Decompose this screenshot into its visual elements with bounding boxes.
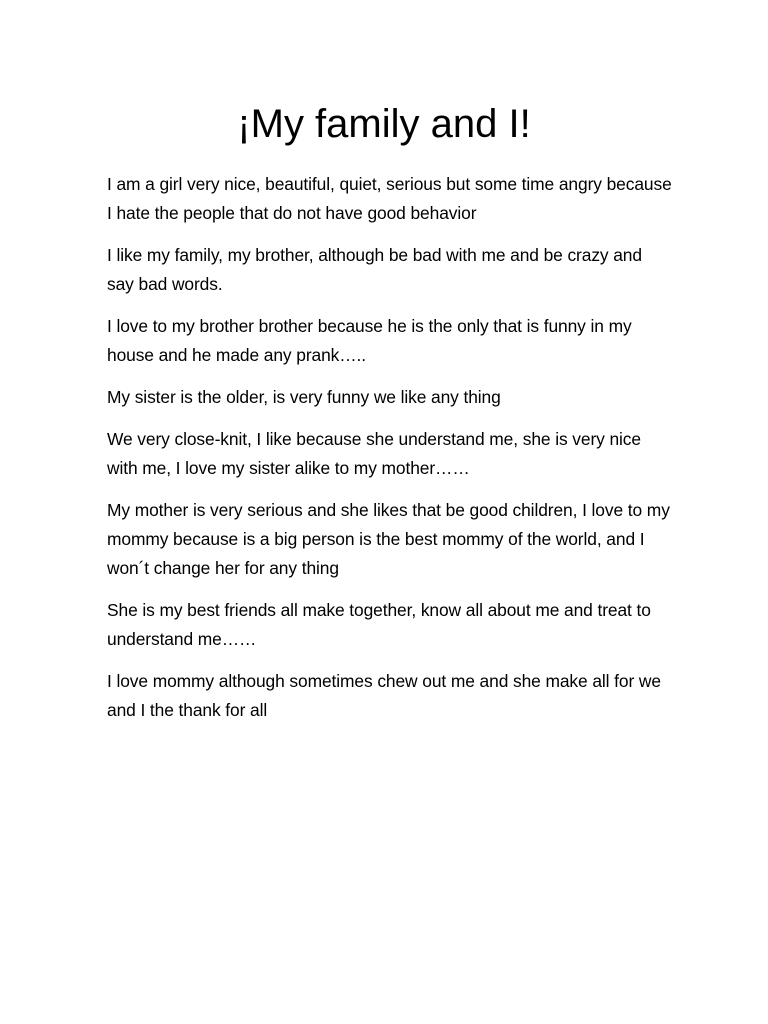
paragraph-mother-serious: My mother is very serious and she likes that be good children, I love to my mommy because is a big person is the best mommy of the world, and I won´t change her for any thing <box>107 500 670 578</box>
paragraph-sister-older: My sister is the older, is very funny we like any thing <box>107 387 501 407</box>
paragraph-self-description: I am a girl very nice, beautiful, quiet, serious but some time angry because I hate the people that do not have good behavior <box>107 174 672 223</box>
document-title: ¡My family and I! <box>237 102 531 146</box>
document-body <box>107 170 673 738</box>
paragraph-best-friends: She is my best friends all make together, know all about me and treat to understand me…… <box>107 600 651 649</box>
paragraph-family-brother: I like my family, my brother, although be bad with me and be crazy and say bad words. <box>107 245 642 294</box>
paragraph-sister-close: We very close-knit, I like because she understand me, she is very nice with me, I love my sister alike to my mother…… <box>107 429 641 478</box>
paragraph-love-mommy: I love mommy although sometimes chew out me and she make all for we and I the thank for all <box>107 671 661 720</box>
paragraph-love-brother: I love to my brother brother because he is the only that is funny in my house and he made any prank….. <box>107 316 632 365</box>
